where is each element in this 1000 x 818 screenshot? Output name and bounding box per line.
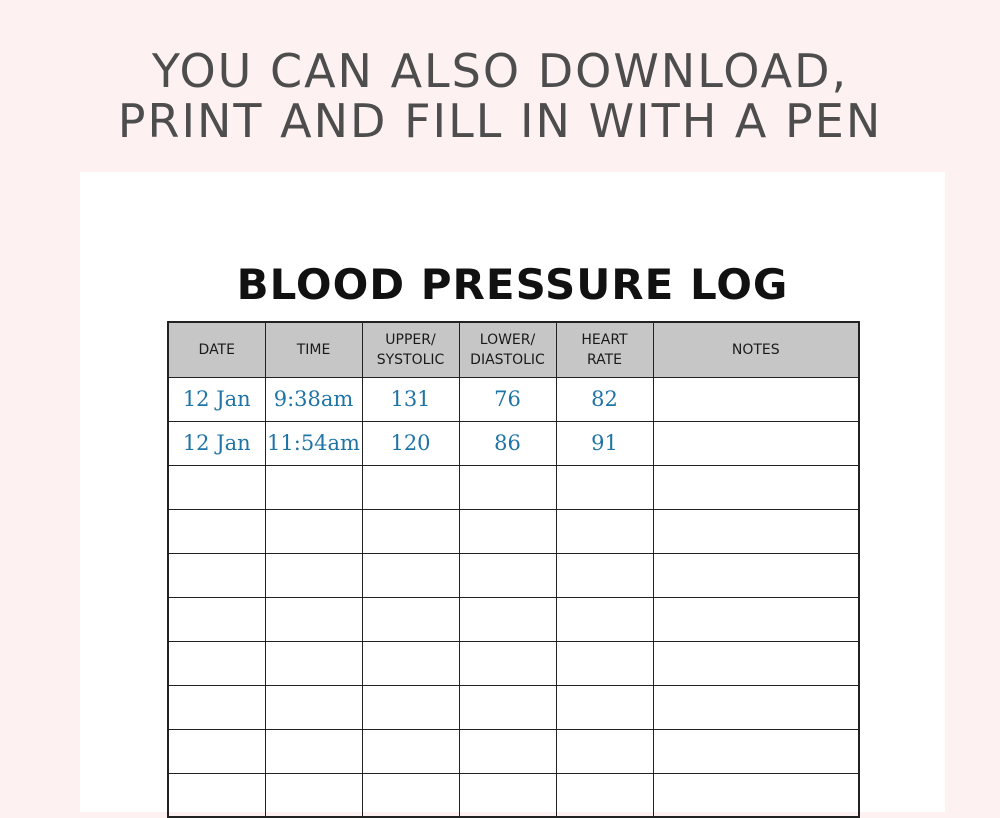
diastolic-cell: [459, 509, 556, 553]
notes-cell: [653, 377, 859, 421]
diastolic-cell: [459, 685, 556, 729]
table-header-row: [168, 322, 859, 377]
systolic-cell: [362, 597, 459, 641]
diastolic-cell: 86: [459, 421, 556, 465]
notes-cell: [653, 773, 859, 817]
diastolic-cell: [459, 729, 556, 773]
heart-rate-cell: 91: [556, 421, 653, 465]
time-cell: [265, 729, 362, 773]
heart-rate-cell: [556, 465, 653, 509]
date-cell: [168, 773, 265, 817]
date-cell: [168, 553, 265, 597]
date-cell: [168, 729, 265, 773]
heart-rate-cell: [556, 597, 653, 641]
column-header-diastolic: LOWER/ DIASTOLIC: [459, 322, 556, 377]
systolic-cell: [362, 509, 459, 553]
systolic-cell: 131: [362, 377, 459, 421]
column-header-time: TIME: [265, 322, 362, 377]
column-header-notes: NOTES: [653, 322, 859, 377]
notes-cell: [653, 509, 859, 553]
systolic-cell: [362, 773, 459, 817]
diastolic-cell: [459, 641, 556, 685]
notes-cell: [653, 553, 859, 597]
log-title: BLOOD PRESSURE LOG: [236, 260, 789, 309]
date-cell: [168, 641, 265, 685]
printable-sheet: [80, 172, 945, 812]
date-cell: 12 Jan: [168, 377, 265, 421]
diastolic-cell: [459, 465, 556, 509]
table-row: [168, 773, 859, 817]
time-cell: [265, 509, 362, 553]
notes-cell: [653, 465, 859, 509]
heart-rate-cell: [556, 641, 653, 685]
time-cell: [265, 465, 362, 509]
heart-rate-cell: [556, 553, 653, 597]
notes-cell: [653, 597, 859, 641]
diastolic-cell: 76: [459, 377, 556, 421]
time-cell: [265, 641, 362, 685]
diastolic-cell: [459, 553, 556, 597]
date-cell: [168, 685, 265, 729]
diastolic-cell: [459, 773, 556, 817]
notes-cell: [653, 421, 859, 465]
systolic-cell: 120: [362, 421, 459, 465]
table-row: [168, 465, 859, 509]
date-cell: 12 Jan: [168, 421, 265, 465]
column-header-date: DATE: [168, 322, 265, 377]
notes-cell: [653, 729, 859, 773]
table-row: [168, 377, 859, 421]
column-header-systolic: UPPER/ SYSTOLIC: [362, 322, 459, 377]
heart-rate-cell: [556, 685, 653, 729]
table-row: [168, 729, 859, 773]
time-cell: [265, 685, 362, 729]
time-cell: [265, 553, 362, 597]
notes-cell: [653, 685, 859, 729]
table-row: [168, 685, 859, 729]
notes-cell: [653, 641, 859, 685]
date-cell: [168, 597, 265, 641]
diastolic-cell: [459, 597, 556, 641]
systolic-cell: [362, 685, 459, 729]
heart-rate-cell: 82: [556, 377, 653, 421]
table-row: [168, 421, 859, 465]
heart-rate-cell: [556, 729, 653, 773]
heart-rate-cell: [556, 509, 653, 553]
time-cell: [265, 773, 362, 817]
systolic-cell: [362, 641, 459, 685]
column-header-heart-rate: HEART RATE: [556, 322, 653, 377]
systolic-cell: [362, 465, 459, 509]
time-cell: [265, 597, 362, 641]
blood-pressure-table: [167, 321, 860, 818]
headline-line-2: PRINT AND FILL IN WITH A PEN: [117, 94, 883, 148]
systolic-cell: [362, 553, 459, 597]
time-cell: 11:54am: [265, 421, 362, 465]
headline-line-1: YOU CAN ALSO DOWNLOAD,: [151, 44, 849, 98]
promo-headline: [0, 46, 1000, 146]
systolic-cell: [362, 729, 459, 773]
table-row: [168, 509, 859, 553]
table-row: [168, 597, 859, 641]
date-cell: [168, 509, 265, 553]
date-cell: [168, 465, 265, 509]
time-cell: 9:38am: [265, 377, 362, 421]
heart-rate-cell: [556, 773, 653, 817]
table-row: [168, 641, 859, 685]
table-row: [168, 553, 859, 597]
